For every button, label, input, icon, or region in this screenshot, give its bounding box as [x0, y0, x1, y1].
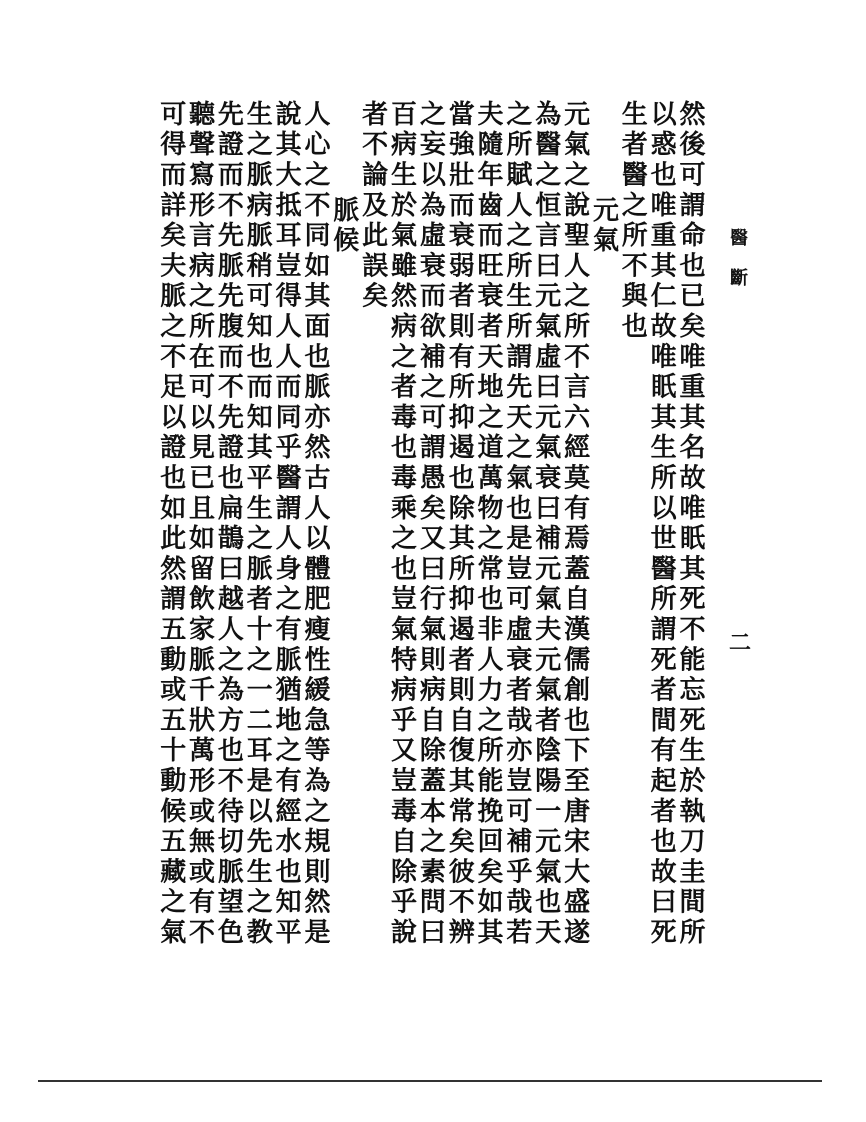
bottom-rule	[38, 1080, 822, 1082]
text-column: 夫隨年齒而旺衰者天地之道萬物之常也非人力之所能挽回矣如其	[473, 100, 504, 949]
text-column: 以惑也唯重其仁故唯眂其生所以世醫所謂死者間有起者也故曰死	[646, 100, 677, 949]
text-column: 元氣之說聖人之所不言六經莫有焉蓋自漢儒創也下至唐宋大盛遂	[559, 100, 590, 949]
text-column: 生者醫之所不與也	[617, 100, 648, 343]
text-column: 為醫之恒言曰元氣虛曰元氣衰曰補元氣夫元氣者陰陽一元氣也天	[530, 100, 561, 949]
running-header: 醫斷	[727, 228, 748, 308]
section-heading: 元氣	[588, 196, 619, 257]
text-column: 先證而不先脈先腹而不先證也扁鵲曰越人之為方也不待切脈望色	[213, 100, 244, 949]
page-number: 二	[729, 630, 752, 656]
text-column: 聽聲寫形言病之所在可以見已且如留飲家脈千狀萬形或無或有不	[184, 100, 215, 949]
text-column: 然後可謂命也已矣唯重其名故唯眂其死不能忘死生於執刀圭間所	[675, 100, 705, 949]
text-column: 之所賦人之所生所謂先天之氣也是豈可虛衰者哉亦豈可補乎哉若	[501, 100, 532, 949]
text-column: 可得而詳矣夫脈之不足以證也如此然謂五動或五十動候五藏之氣	[155, 100, 186, 949]
section-heading: 脈候	[328, 196, 359, 257]
text-column: 之妄以為虛衰而欲補之可謂愚矣又曰行氣則病自除蓋本之素問曰	[415, 100, 446, 949]
text-column: 百病生於氣雖然病之者毒也毒乘之也豈氣特病乎又豈毒自除乎說	[386, 100, 417, 949]
text-column: 者不論及此誤矣	[357, 100, 388, 313]
text-column: 生之脈病脈稍可知也而知其平生之脈者十之一二耳是以先生之教	[242, 100, 273, 949]
text-column: 當強壯而衰弱者則有所抑遏也除其所抑遏者則自復其常矣彼不辨	[444, 100, 475, 949]
text-column: 人心之不同如其面也脈亦然古人以體肥瘦性緩急等為之規則然是	[299, 100, 330, 949]
text-column: 說其大抵耳豈得人人而同乎醫謂人身之有脈猶地之有經水也知平	[271, 100, 302, 949]
